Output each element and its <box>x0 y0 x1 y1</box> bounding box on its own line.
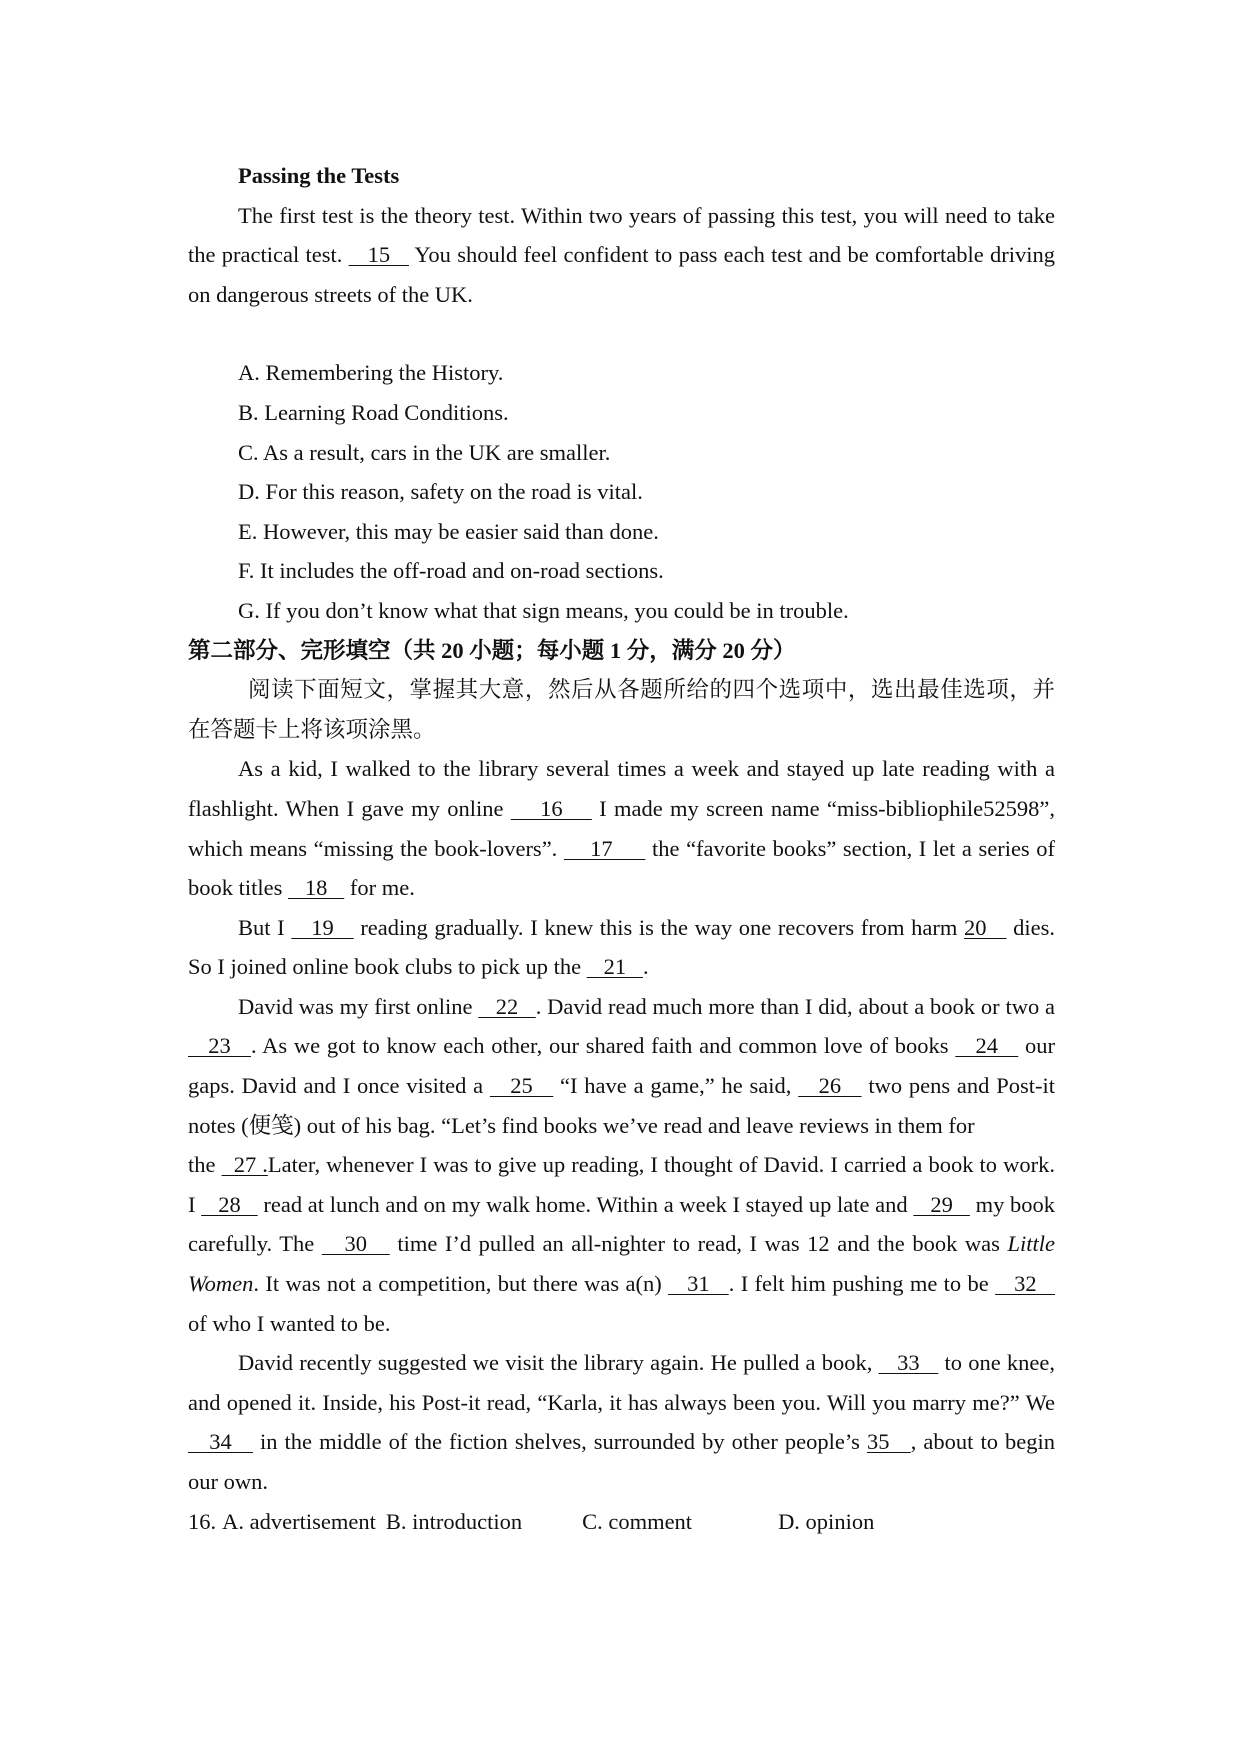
part2-title: 第二部分、完形填空（共 20 小题；每小题 1 分，满分 20 分） <box>188 637 796 663</box>
text: my book carefully. The <box>188 1191 1055 1257</box>
blank-17: 17 <box>563 835 646 861</box>
cloze-paragraph-2 <box>188 908 1055 987</box>
options-list <box>188 353 1055 630</box>
text: . David read much more than I did, about a book or two a <box>535 993 1055 1019</box>
option-b: B. Learning Road Conditions. <box>238 399 509 425</box>
blank-35: 35 <box>867 1429 911 1455</box>
answer-d: D. opinion <box>778 1508 875 1534</box>
book-title: Little Women <box>188 1231 1056 1297</box>
blank-16: 16 <box>510 795 592 821</box>
text: read at lunch and on my walk home. Within a week I stayed up late and <box>257 1191 914 1217</box>
text: But I <box>238 914 292 940</box>
text: to one knee, and opened it. Inside, his Post-it read, “Karla, it has always been you. Will you marry me?” We <box>188 1350 1056 1415</box>
blank-32: 32 <box>995 1271 1056 1297</box>
text: I made my screen name “miss-bibliophile52598”, which means “missing the book-lovers”. <box>188 795 1056 861</box>
spacer <box>188 314 1055 353</box>
text: the <box>188 1152 222 1178</box>
blank-18: 18 <box>288 875 345 901</box>
option-a: A. Remembering the History. <box>238 360 504 386</box>
text: time I’d pulled an all-nighter to read, I was 12 and the book was <box>389 1231 1008 1257</box>
part2-instruction: 阅读下面短文，掌握其大意，然后从各题所给的四个选项中，选出最佳选项，并在答题卡上将该项涂黑。 <box>188 677 1055 742</box>
blank-28: 28 <box>201 1191 258 1217</box>
blank-30: 30 <box>321 1231 390 1257</box>
text: “I have a game,” he said, <box>553 1073 799 1099</box>
blank-24: 24 <box>955 1033 1019 1059</box>
blank-22: 22 <box>478 993 536 1019</box>
text: of who I wanted to be. <box>188 1310 391 1336</box>
text: As a kid, I walked to the library several times a week and stayed up late reading with a flashlight. When I gave my online <box>188 756 1055 821</box>
blank-19: 19 <box>291 914 354 940</box>
cloze-paragraph-1 <box>188 749 1055 907</box>
blank-29: 29 <box>913 1191 970 1217</box>
blank-20: 20 <box>964 914 1007 940</box>
blank-21: 21 <box>586 954 643 980</box>
text: , about to begin our own. <box>188 1429 1056 1494</box>
blank-26: 26 <box>798 1073 862 1099</box>
text: . <box>642 954 649 980</box>
text: The first test is the theory test. Within two years of passing this test, you will need to take the practical test. <box>188 202 1055 268</box>
question-16-options <box>188 1502 1055 1542</box>
option-c: C. As a result, cars in the UK are smaller. <box>238 439 611 465</box>
answer-b: B. introduction <box>385 1508 523 1534</box>
text: David recently suggested we visit the library again. He pulled a book, <box>238 1350 879 1376</box>
option-d: D. For this reason, safety on the road is vital. <box>238 479 643 505</box>
text: . It was not a competition, but there was a(n) <box>253 1271 669 1297</box>
text: in the middle of the fiction shelves, surrounded by other people’s <box>252 1429 867 1455</box>
text: two pens and Post-it notes (便笺) out of his bag. “Let’s find books we’ve read and leave reviews in them for <box>188 1073 1055 1138</box>
answer-a: A. advertisement <box>222 1508 376 1534</box>
text: . As we got to know each other, our shared faith and common love of books <box>250 1033 956 1059</box>
option-f: F. It includes the off-road and on-road sections. <box>238 558 664 584</box>
answer-c: C. comment <box>582 1508 693 1534</box>
text: dies. So I joined online book clubs to pick up the <box>188 914 1055 980</box>
text: for me. <box>344 875 415 901</box>
text: Later, whenever I was to give up reading, I thought of David. I carried a book to work. I <box>188 1152 1055 1217</box>
cloze-paragraph-5 <box>188 1343 1055 1501</box>
blank-23: 23 <box>188 1033 251 1059</box>
blank-33: 33 <box>878 1350 939 1376</box>
cloze-paragraph-4 <box>188 1145 1055 1343</box>
text: the “favorite books” section, I let a series of book titles <box>188 835 1055 901</box>
blank-25: 25 <box>489 1073 554 1099</box>
option-g: G. If you don’t know what that sign means, you could be in trouble. <box>238 597 849 623</box>
blank-15: 15 <box>348 242 409 268</box>
text: David was my first online <box>238 993 479 1019</box>
cloze-paragraph-3 <box>188 987 1055 1145</box>
blank-27: 27 . <box>221 1152 268 1178</box>
text: You should feel confident to pass each test and be comfortable driving on dangerous streets of the UK. <box>188 242 1055 307</box>
blank-34: 34 <box>188 1429 253 1455</box>
passing-tests-paragraph <box>188 196 1055 315</box>
section-heading: Passing the Tests <box>238 163 400 188</box>
option-e: E. However, this may be easier said than done. <box>238 518 659 544</box>
blank-31: 31 <box>668 1271 729 1297</box>
text: . I felt him pushing me to be <box>728 1271 996 1297</box>
text: our gaps. David and I once visited a <box>188 1033 1056 1099</box>
text: reading gradually. I knew this is the way one recovers from harm <box>353 914 965 940</box>
question-number: 16. <box>188 1508 217 1534</box>
document-page <box>188 156 1055 1541</box>
